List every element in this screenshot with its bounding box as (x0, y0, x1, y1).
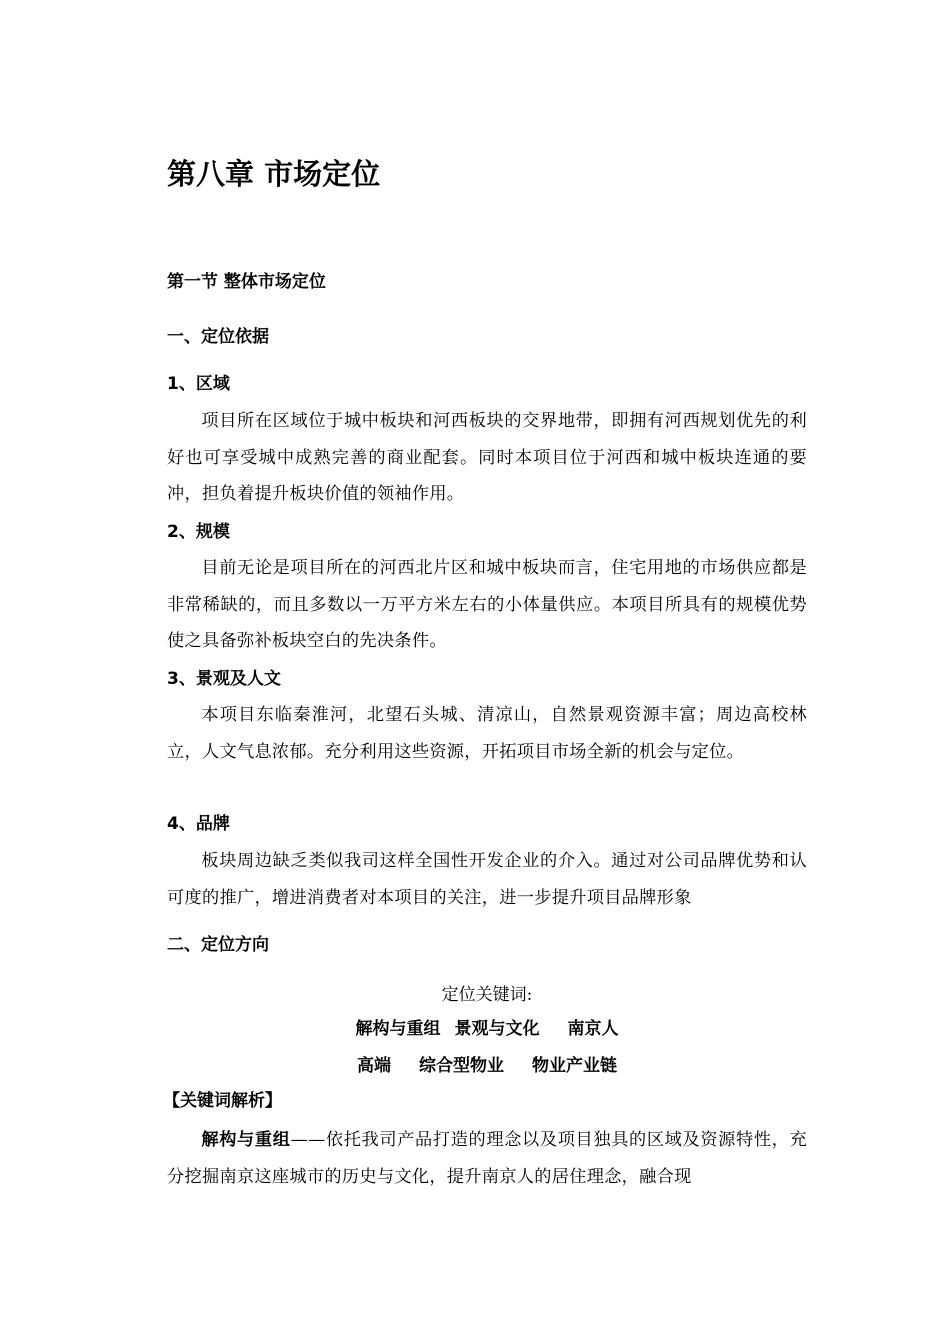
item4-heading: 4、品牌 (167, 814, 230, 834)
keyword: 物业产业链 (532, 1056, 617, 1076)
analysis-text: 依托我司产品打造的理念以及项目独具的区域及资源特性，充分挖掘南京这座城市的历史与文化，提升南京人的居住理念，融合现 (167, 1130, 807, 1187)
keywords-label: 定位关键词: (441, 985, 533, 1005)
item3-heading: 3、景观及人文 (167, 669, 281, 689)
keyword: 南京人 (567, 1019, 619, 1039)
item3-paragraph: 本项目东临秦淮河，北望石头城、清凉山，自然景观资源丰富；周边高校林立，人文气息浓郁。充分利用这些资源，开拓项目市场全新的机会与定位。 (167, 705, 807, 762)
part1-title: 一、定位依据 (167, 327, 269, 347)
item1-paragraph: 项目所在区域位于城中板块和河西板块的交界地带，即拥有河西规划优先的利好也可享受城中成熟完善的商业配套。同时本项目位于河西和城中板块连通的要冲，担负着提升板块价值的领袖作用。 (167, 411, 807, 504)
keyword: 高端 (357, 1056, 391, 1076)
item2-paragraph: 目前无论是项目所在的河西北片区和城中板块而言，住宅用地的市场供应都是非常稀缺的，而且多数以一万平方米左右的小体量供应。本项目所具有的规模优势使之具备弥补板块空白的先决条件。 (167, 558, 807, 651)
keyword: 综合型物业 (419, 1056, 504, 1076)
part2-title: 二、定位方向 (167, 935, 269, 955)
analysis-title: 【关键词解析】 (163, 1091, 282, 1111)
chapter-title: 第八章 市场定位 (167, 157, 381, 191)
analysis-dash: —— (290, 1130, 326, 1150)
keywords-line-2 (167, 1051, 807, 1081)
keyword: 景观与文化 (454, 1019, 540, 1039)
keywords-line-1 (167, 1014, 807, 1044)
item1-heading: 1、区域 (167, 374, 230, 394)
item4-paragraph: 板块周边缺乏类似我司这样全国性开发企业的介入。通过对公司品牌优势和认可度的推广，增进消费者对本项目的关注，进一步提升项目品牌形象 (167, 851, 807, 908)
analysis-term: 解构与重组 (201, 1130, 291, 1150)
analysis-paragraph (167, 1122, 807, 1195)
keyword: 解构与重组 (355, 1019, 441, 1039)
item2-heading: 2、规模 (167, 522, 230, 542)
section-title: 第一节 整体市场定位 (167, 272, 326, 292)
